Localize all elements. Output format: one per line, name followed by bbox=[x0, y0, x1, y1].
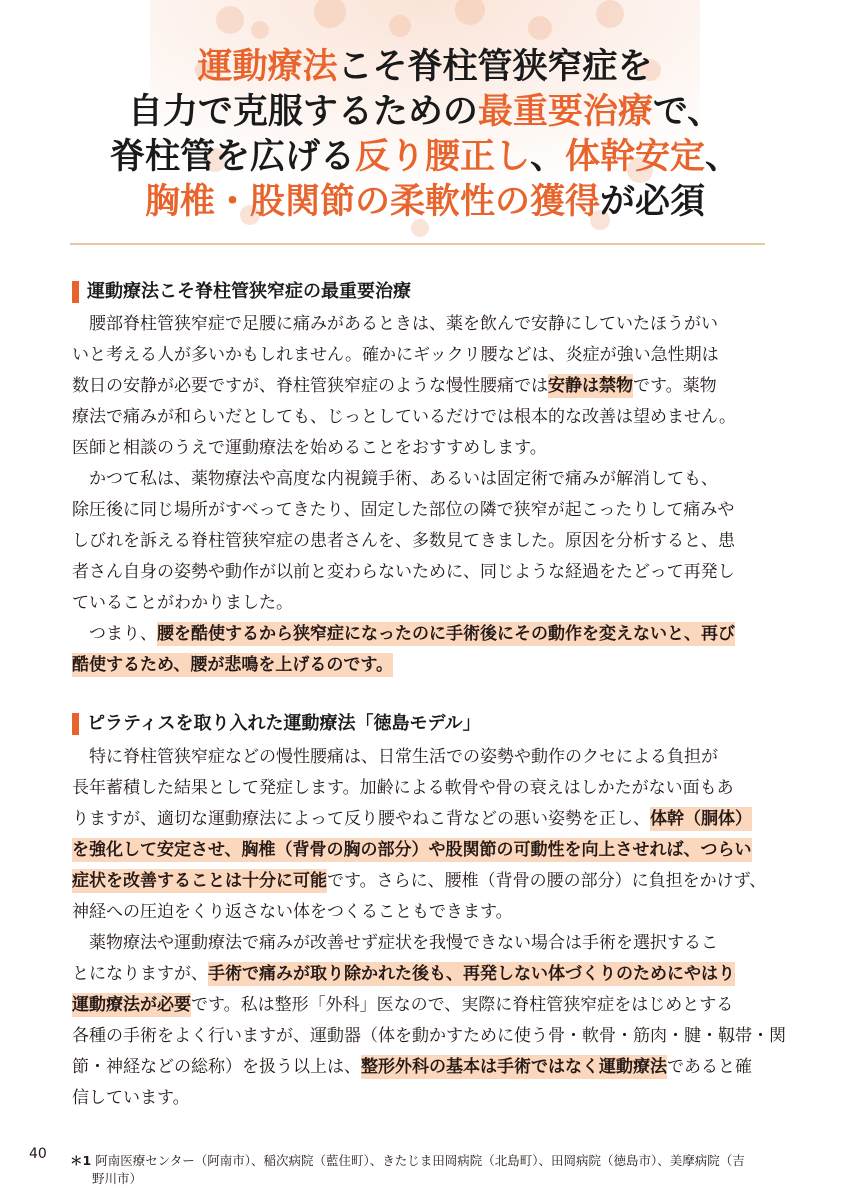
highlighted-text: 手術で痛みが取り除かれた後も、再発しない体づくりのためにやはり bbox=[208, 964, 735, 984]
text-run: 除圧後に同じ場所がすべってきたり、固定した部位の隣で狭窄が起こったりして痛みや bbox=[72, 500, 735, 520]
footnote-text-1: 阿南医療センター（阿南市）、稲次病院（藍住町）、きたじま田岡病院（北島町）、田岡病院（徳島市）、美摩病院（吉 bbox=[95, 1153, 745, 1168]
text-run: 腰部脊柱管狭窄症で足腰に痛みがあるときは、薬を飲んで安静にしていたほうがい bbox=[72, 314, 718, 334]
text-line bbox=[72, 526, 767, 557]
text-line bbox=[72, 897, 767, 928]
text-line bbox=[72, 619, 767, 650]
headline-segment: 、 bbox=[705, 137, 741, 177]
text-run: 医師と相談のうえで運動療法を始めることをおすすめします。 bbox=[72, 438, 547, 458]
headline-segment: 自力で克服するための bbox=[127, 92, 478, 132]
text-line bbox=[72, 588, 767, 619]
highlighted-text: 整形外科の基本は手術ではなく運動療法 bbox=[361, 1057, 667, 1077]
text-run: 神経への圧迫をくり返さない体をつくることもできます。 bbox=[72, 902, 513, 922]
highlighted-text: 運動療法が必要 bbox=[72, 995, 191, 1015]
footnote-mark: ＊1 bbox=[70, 1153, 92, 1168]
text-run: りますが、適切な運動療法によって反り腰やねこ背などの悪い姿勢を正し、 bbox=[72, 809, 650, 829]
text-line bbox=[72, 371, 767, 402]
text-run: 特に脊柱管狭窄症などの慢性腰痛は、日常生活での姿勢や動作のクセによる負担が bbox=[72, 747, 718, 767]
highlighted-text: を強化して安定させ、胸椎（背骨の胸の部分）や股関節の可動性を向上させれば、つらい bbox=[72, 840, 752, 860]
text-run: いと考える人が多いかもしれません。確かにギックリ腰などは、炎症が強い急性期は bbox=[72, 345, 719, 365]
headline-segment: 、 bbox=[529, 137, 565, 177]
text-line bbox=[72, 773, 767, 804]
section-2-body bbox=[72, 742, 786, 1114]
text-run: 節・神経などの総称）を扱う以上は、 bbox=[72, 1057, 361, 1077]
footnote bbox=[70, 1152, 770, 1188]
text-line bbox=[72, 433, 767, 464]
headline-segment: こそ脊柱管狭窄症を bbox=[337, 47, 653, 87]
text-line bbox=[72, 402, 767, 433]
text-line bbox=[72, 464, 767, 495]
heading-bar-icon bbox=[72, 281, 79, 303]
headline-line-4 bbox=[40, 180, 810, 225]
headline-line-1 bbox=[40, 45, 810, 90]
text-run: 薬物療法や運動療法で痛みが改善せず症状を我慢できない場合は手術を選択するこ bbox=[72, 933, 718, 953]
text-line bbox=[72, 340, 767, 371]
headline-segment: 最重要治療 bbox=[477, 92, 653, 132]
headline-segment: 体幹安定 bbox=[565, 137, 706, 177]
text-line bbox=[72, 990, 767, 1021]
highlighted-text: 腰を酷使するから狭窄症になったのに手術後にその動作を変えないと、再び bbox=[157, 624, 735, 644]
text-run: 信しています。 bbox=[72, 1088, 190, 1108]
text-line bbox=[72, 1021, 786, 1052]
text-run: です。私は整形「外科」医なので、実際に脊柱管狭窄症をはじめとする bbox=[191, 995, 734, 1015]
headline-segment: 脊柱管を広げる bbox=[109, 137, 355, 177]
text-line bbox=[72, 557, 767, 588]
text-line bbox=[72, 495, 767, 526]
headline-segment: が必須 bbox=[600, 182, 706, 222]
headline-line-2 bbox=[40, 90, 810, 135]
headline-segment: 反り腰正し bbox=[354, 137, 530, 177]
text-line bbox=[72, 1083, 767, 1114]
text-run: 長年蓄積した結果として発症します。加齢による軟骨や骨の衰えはしかたがない面もあ bbox=[72, 778, 734, 798]
section-heading-2-text: ピラティスを取り入れた運動療法「徳島モデル」 bbox=[87, 713, 481, 734]
page-number: 40 bbox=[29, 1146, 47, 1162]
section-heading-1-text: 運動療法こそ脊柱管狭窄症の最重要治療 bbox=[87, 281, 411, 302]
text-run: しびれを訴える脊柱管狭窄症の患者さんを、多数見てきました。原因を分析すると、患 bbox=[72, 531, 735, 551]
headline-segment: 運動療法 bbox=[197, 47, 338, 87]
text-line bbox=[72, 928, 767, 959]
headline bbox=[40, 45, 810, 225]
text-run: 療法で痛みが和らいだとしても、じっとしているだけでは根本的な改善は望めません。 bbox=[72, 407, 737, 427]
highlighted-text: 体幹（胴体） bbox=[650, 809, 752, 829]
text-line bbox=[72, 650, 767, 681]
heading-bar-icon bbox=[72, 713, 79, 735]
text-line bbox=[72, 1052, 767, 1083]
highlighted-text: 安静は禁物 bbox=[548, 376, 633, 396]
text-line bbox=[72, 309, 767, 340]
headline-line-3 bbox=[40, 135, 810, 180]
text-line bbox=[72, 835, 767, 866]
footnote-line-2: 野川市） bbox=[92, 1171, 143, 1186]
highlighted-text: 酷使するため、腰が悲鳴を上げるのです。 bbox=[72, 655, 393, 675]
section-1-body bbox=[72, 309, 767, 681]
section-heading-1 bbox=[72, 280, 411, 304]
text-line bbox=[72, 959, 767, 990]
text-run: です。さらに、腰椎（背骨の腰の部分）に負担をかけず、 bbox=[327, 871, 767, 891]
text-run: であると確 bbox=[667, 1057, 752, 1077]
text-run: です。薬物 bbox=[633, 376, 717, 396]
text-run: 各種の手術をよく行いますが、運動器（体を動かすために使う骨・軟骨・筋肉・腱・靱帯・関 bbox=[72, 1026, 786, 1046]
section-heading-2 bbox=[72, 712, 481, 736]
headline-segment: で、 bbox=[652, 92, 723, 132]
text-line bbox=[72, 804, 767, 835]
text-run: 者さん自身の姿勢や動作が以前と変わらないために、同じような経過をたどって再発し bbox=[72, 562, 735, 582]
headline-segment: 胸椎・股関節の柔軟性の獲得 bbox=[144, 182, 600, 222]
text-run: かつて私は、薬物療法や高度な内視鏡手術、あるいは固定術で痛みが解消しても、 bbox=[72, 469, 718, 489]
text-run: とになりますが、 bbox=[72, 964, 208, 984]
text-run: つまり、 bbox=[72, 624, 157, 644]
divider-rule bbox=[70, 243, 765, 245]
text-line bbox=[72, 866, 767, 897]
footnote-line-1 bbox=[70, 1152, 770, 1170]
text-line bbox=[72, 742, 767, 773]
highlighted-text: 症状を改善することは十分に可能 bbox=[72, 871, 327, 891]
text-run: 数日の安静が必要ですが、脊柱管狭窄症のような慢性腰痛では bbox=[72, 376, 548, 396]
text-run: ていることがわかりました。 bbox=[72, 593, 293, 613]
